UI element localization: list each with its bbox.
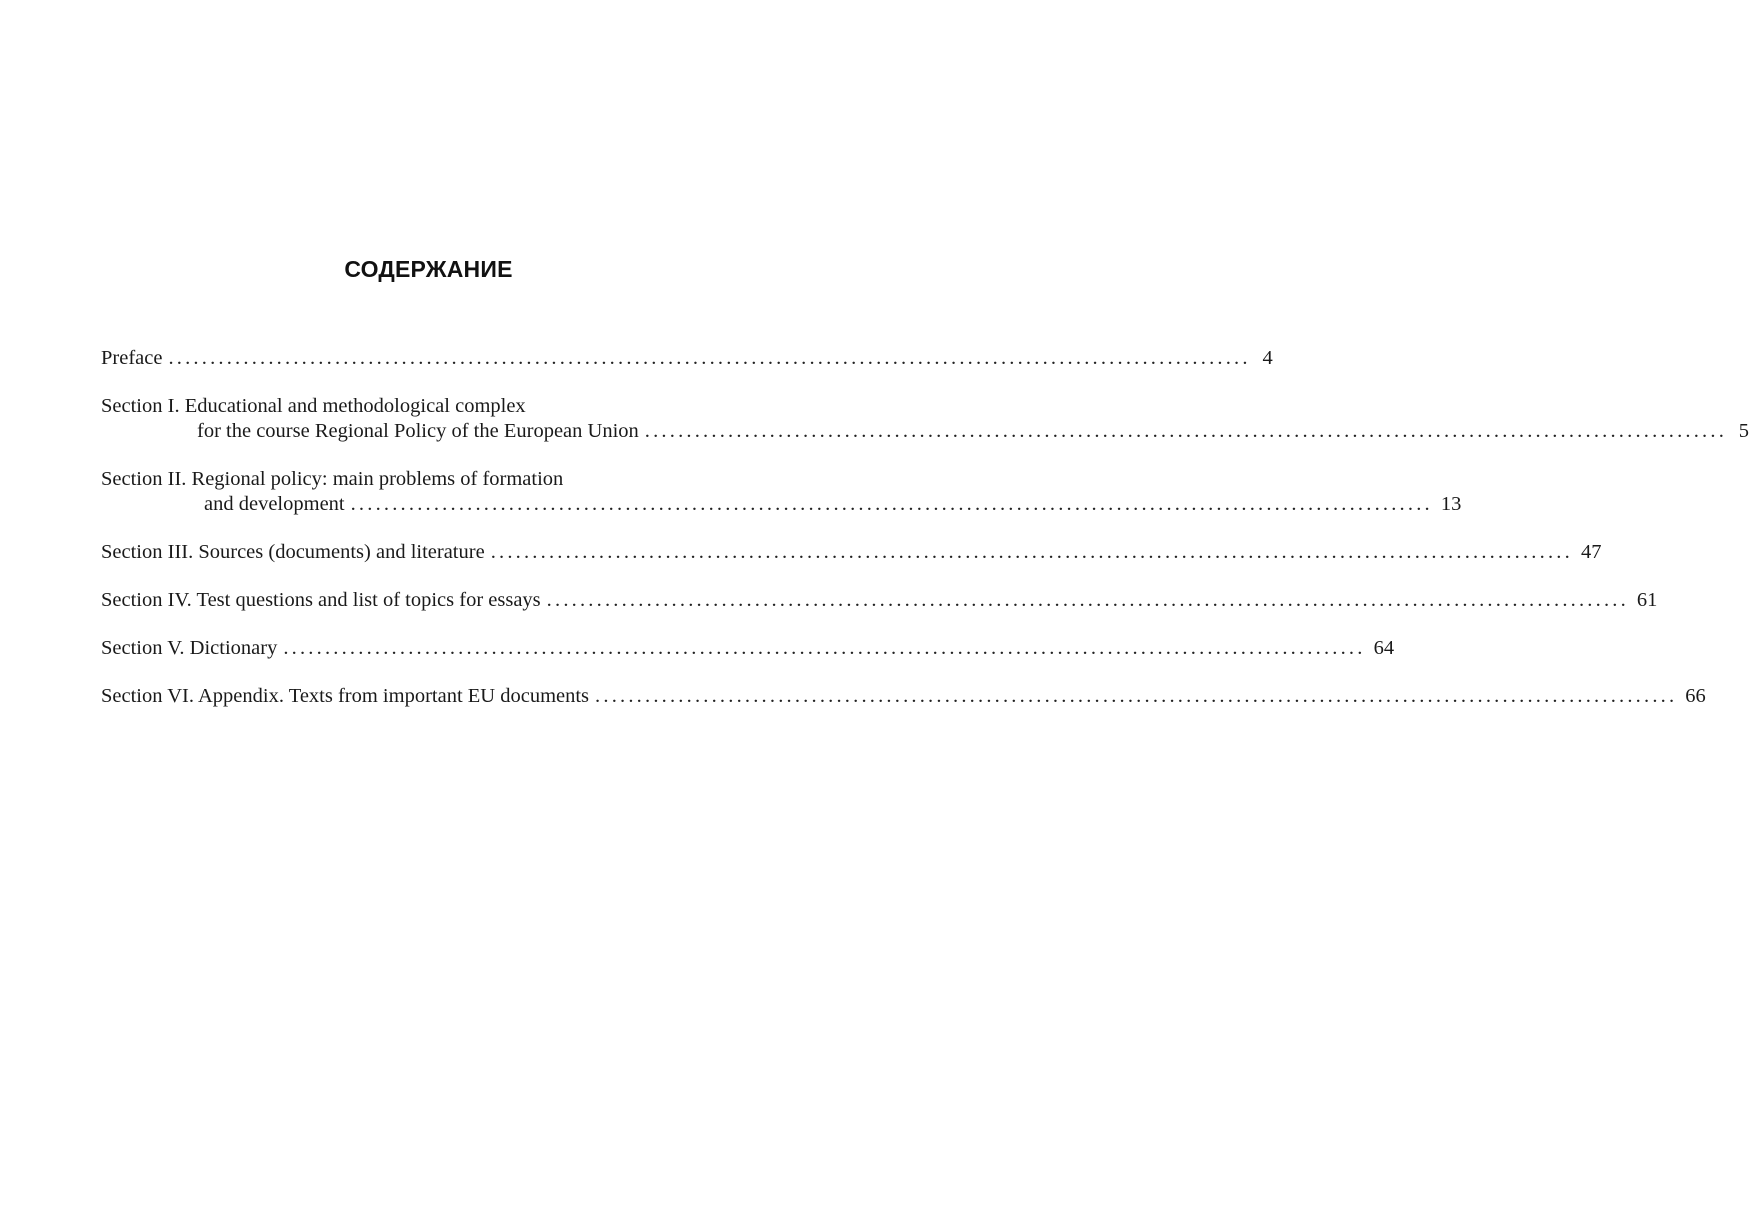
toc-entry-title: Section III. Sources (documents) and literature: [101, 541, 485, 563]
table-of-contents: [101, 346, 1749, 732]
toc-page-number: 13: [1440, 493, 1462, 515]
toc-line: [101, 588, 1658, 613]
toc-line: [101, 540, 1602, 565]
toc-line: [101, 346, 1273, 371]
toc-entry-section-6[interactable]: [101, 684, 1706, 709]
toc-entry-title: Section VI. Appendix. Texts from important EU documents: [101, 685, 590, 707]
toc-page-number: 64: [1373, 637, 1395, 659]
toc-page-number: 66: [1685, 685, 1706, 707]
toc-line: [101, 394, 772, 419]
toc-line-continuation: [101, 492, 1462, 517]
toc-page-number: 5: [1738, 420, 1749, 442]
toc-line-continuation: [101, 419, 1749, 444]
toc-entry-title-continuation: and development: [204, 493, 345, 515]
toc-entry-title: Section IV. Test questions and list of topics for essays: [101, 589, 541, 611]
toc-entry-section-3[interactable]: [101, 540, 1602, 565]
toc-entry-section-5[interactable]: [101, 636, 1395, 661]
toc-entry-section-1[interactable]: [101, 394, 1749, 444]
dot-leader: ..................................................................................................................................: [644, 420, 1728, 442]
dot-leader: ..................................................................................................................................: [546, 589, 1629, 611]
dot-leader: ..................................................................................................................................: [490, 541, 1573, 563]
toc-entry-preface[interactable]: [101, 346, 1273, 371]
toc-entry-section-4[interactable]: [101, 588, 1658, 613]
dot-leader: ..................................................................................................................................: [283, 637, 1366, 659]
toc-line: [101, 684, 1706, 709]
dot-leader: ..................................................................................................................................: [350, 493, 1433, 515]
toc-entry-title-continuation: for the course Regional Policy of the European Union: [197, 420, 639, 442]
toc-line: [101, 467, 772, 492]
dot-leader: ..................................................................................................................................: [595, 685, 1678, 707]
toc-page-number: 61: [1636, 589, 1658, 611]
toc-entry-title: Section II. Regional policy: main problems of formation: [101, 468, 564, 490]
toc-entry-title: Section I. Educational and methodological complex: [101, 395, 526, 417]
toc-page-number: 4: [1262, 347, 1273, 369]
toc-entry-title: Preface: [101, 347, 163, 369]
toc-entry-section-2[interactable]: [101, 467, 1462, 517]
page-title: СОДЕРЖАНИЕ: [344, 256, 513, 282]
toc-entry-title: Section V. Dictionary: [101, 637, 278, 659]
toc-page-number: 47: [1580, 541, 1602, 563]
toc-line: [101, 636, 1395, 661]
dot-leader: ..................................................................................................................................: [168, 347, 1251, 369]
